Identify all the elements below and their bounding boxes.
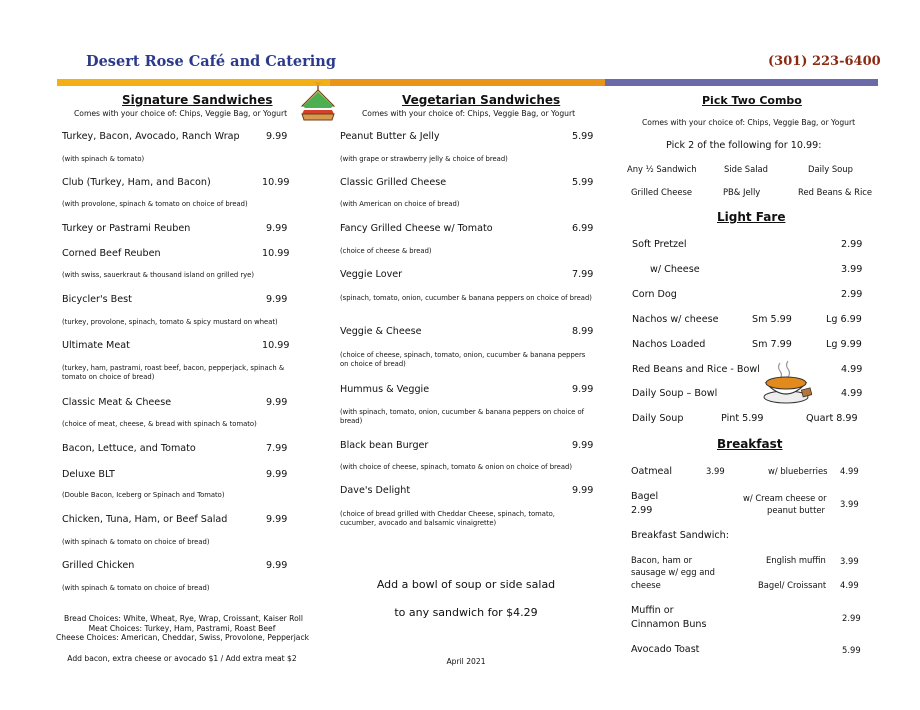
menu-item-name: Daily Soup – Bowl bbox=[632, 388, 718, 399]
menu-item-price: 2.99 bbox=[631, 505, 653, 516]
menu-item-price: 8.99 bbox=[572, 326, 594, 337]
menu-item-desc: (with spinach & tomato on choice of bread) bbox=[62, 538, 210, 546]
signature-heading: Signature Sandwiches bbox=[122, 93, 273, 107]
menu-item-desc: (choice of meat, cheese, & bread with spinach & tomato) bbox=[62, 420, 257, 428]
menu-item-name: Hummus & Veggie bbox=[340, 384, 430, 395]
menu-item-price: 9.99 bbox=[266, 514, 288, 525]
menu-item-name: Soft Pretzel bbox=[632, 239, 687, 250]
menu-item-price: 7.99 bbox=[266, 443, 288, 454]
sandwich-icon bbox=[298, 80, 338, 124]
breakfast-sandwich-label: Breakfast Sandwich: bbox=[631, 530, 729, 541]
menu-item-price: 10.99 bbox=[262, 340, 290, 351]
menu-item-variant-price: 3.99 bbox=[840, 499, 859, 509]
menu-item-price: 10.99 bbox=[262, 177, 290, 188]
menu-item-name: Deluxe BLT bbox=[62, 469, 115, 480]
bread-choices: Bread Choices: White, Wheat, Rye, Wrap, Croissant, Kaiser Roll bbox=[64, 614, 303, 623]
menu-item-price-large: Lg 6.99 bbox=[826, 314, 862, 325]
menu-item-name: Grilled Chicken bbox=[62, 560, 135, 571]
menu-item-name: Daily Soup bbox=[632, 413, 684, 424]
menu-item-desc: (with provolone, spinach & tomato on choice of bread) bbox=[62, 200, 248, 208]
menu-item-name: Oatmeal bbox=[631, 466, 672, 477]
menu-item-price-small: Sm 5.99 bbox=[752, 314, 792, 325]
menu-item-name: Red Beans and Rice - Bowl bbox=[632, 364, 760, 375]
menu-item-name: Turkey or Pastrami Reuben bbox=[62, 223, 191, 234]
menu-item-desc: (turkey, provolone, spinach, tomato & spicy mustard on wheat) bbox=[62, 318, 278, 326]
menu-item-name: Turkey, Bacon, Avocado, Ranch Wrap bbox=[62, 131, 240, 142]
menu-item-variant: English muffin bbox=[766, 555, 826, 565]
menu-item-desc: Bacon, ham or bbox=[631, 555, 693, 565]
phone-number: (301) 223-6400 bbox=[768, 54, 881, 69]
menu-item-name: Bicycler's Best bbox=[62, 294, 132, 305]
combo-subtitle: Comes with your choice of: Chips, Veggie Bag, or Yogurt bbox=[642, 118, 856, 127]
menu-item-price: 9.99 bbox=[266, 294, 288, 305]
menu-item-price: 4.99 bbox=[841, 364, 863, 375]
menu-item-name: Classic Meat & Cheese bbox=[62, 397, 172, 408]
menu-item-desc: (with spinach & tomato on choice of bread) bbox=[62, 584, 210, 592]
menu-item-name: Veggie Lover bbox=[340, 269, 403, 280]
menu-item-desc: (with grape or strawberry jelly & choice of bread) bbox=[340, 155, 508, 163]
menu-item-variant: peanut butter bbox=[767, 505, 825, 515]
menu-item-price: 4.99 bbox=[841, 388, 863, 399]
menu-item-price-pint: Pint 5.99 bbox=[721, 413, 764, 424]
menu-item-price: 2.99 bbox=[842, 613, 861, 623]
menu-item-desc: (with American on choice of bread) bbox=[340, 200, 460, 208]
menu-item-name: Corn Dog bbox=[632, 289, 677, 300]
menu-item-price: 9.99 bbox=[266, 469, 288, 480]
menu-item-price: 3.99 bbox=[841, 264, 863, 275]
menu-item-name: Peanut Butter & Jelly bbox=[340, 131, 440, 142]
menu-item-name: Black bean Burger bbox=[340, 440, 429, 451]
header-bar-purple bbox=[605, 79, 878, 86]
menu-item-price-small: Sm 7.99 bbox=[752, 339, 792, 350]
menu-item-price-quart: Quart 8.99 bbox=[806, 413, 858, 424]
soup-salad-note: Add a bowl of soup or side salad bbox=[376, 578, 556, 591]
cafe-title: Desert Rose Café and Catering bbox=[86, 53, 336, 70]
menu-item-name: Classic Grilled Cheese bbox=[340, 177, 447, 188]
menu-item-price: 5.99 bbox=[572, 131, 594, 142]
menu-item-variant-price: 4.99 bbox=[840, 580, 859, 590]
menu-item-name: Club (Turkey, Ham, and Bacon) bbox=[62, 177, 211, 188]
menu-item-desc: sausage w/ egg and bbox=[631, 567, 715, 577]
menu-item-desc: (choice of cheese, spinach, tomato, onion, cucumber & banana peppers on choice of bread) bbox=[340, 351, 586, 368]
light-fare-heading: Light Fare bbox=[717, 210, 786, 224]
menu-item-price: 6.99 bbox=[572, 223, 594, 234]
addons-note: Add bacon, extra cheese or avocado $1 / Add extra meat $2 bbox=[67, 654, 297, 663]
menu-item-price: 9.99 bbox=[572, 440, 594, 451]
menu-item-name: Avocado Toast bbox=[631, 644, 700, 655]
menu-item-price: 9.99 bbox=[572, 485, 594, 496]
menu-item-desc: (with swiss, sauerkraut & thousand island on grilled rye) bbox=[62, 271, 255, 279]
combo-option: Daily Soup bbox=[808, 164, 853, 174]
menu-item-variant-price: 3.99 bbox=[840, 556, 859, 566]
combo-instruction: Pick 2 of the following for 10.99: bbox=[666, 140, 822, 151]
vegetarian-subtitle: Comes with your choice of: Chips, Veggie Bag, or Yogurt bbox=[362, 109, 576, 118]
menu-item-name: Veggie & Cheese bbox=[340, 326, 422, 337]
soup-bowl-icon bbox=[762, 359, 812, 405]
menu-item-name: Bacon, Lettuce, and Tomato bbox=[62, 443, 196, 454]
menu-item-name: Nachos w/ cheese bbox=[632, 314, 719, 325]
breakfast-heading: Breakfast bbox=[717, 437, 783, 451]
menu-item-price: 9.99 bbox=[266, 397, 288, 408]
menu-item-price: 5.99 bbox=[572, 177, 594, 188]
header-bar-yellow bbox=[57, 79, 330, 86]
menu-item-name: Muffin or bbox=[631, 605, 674, 616]
menu-item-desc: (with spinach, tomato, onion, cucumber & banana peppers on choice of bread) bbox=[340, 408, 585, 425]
combo-option: Side Salad bbox=[724, 164, 768, 174]
menu-item-variant-price: 4.99 bbox=[840, 466, 859, 476]
combo-heading: Pick Two Combo bbox=[702, 94, 802, 107]
menu-item-desc: (turkey, ham, pastrami, roast beef, bacon, pepperjack, spinach & tomato on choice of bread) bbox=[62, 364, 285, 381]
menu-item-name: Ultimate Meat bbox=[62, 340, 130, 351]
menu-item-price: 2.99 bbox=[841, 289, 863, 300]
soup-salad-price-note: to any sandwich for $4.29 bbox=[394, 606, 538, 619]
menu-item-desc: (spinach, tomato, onion, cucumber & banana peppers on choice of bread) bbox=[340, 294, 592, 302]
header-bar-orange bbox=[330, 79, 605, 86]
menu-item-price: 9.99 bbox=[572, 384, 594, 395]
menu-item-name: Fancy Grilled Cheese w/ Tomato bbox=[340, 223, 493, 234]
cheese-choices: Cheese Choices: American, Cheddar, Swiss, Provolone, Pepperjack bbox=[56, 633, 310, 642]
vegetarian-heading: Vegetarian Sandwiches bbox=[402, 93, 561, 107]
menu-item-variant: Bagel/ Croissant bbox=[758, 580, 827, 590]
menu-item-desc: cheese bbox=[631, 580, 661, 590]
menu-item-price: 2.99 bbox=[841, 239, 863, 250]
menu-item-price: 7.99 bbox=[572, 269, 594, 280]
menu-item-price: 3.99 bbox=[706, 466, 725, 476]
menu-item-price: 10.99 bbox=[262, 248, 290, 259]
menu-item-name: Dave's Delight bbox=[340, 485, 411, 496]
menu-item-price: 9.99 bbox=[266, 560, 288, 571]
menu-item-price: 9.99 bbox=[266, 223, 288, 234]
menu-item-variant: w/ Cream cheese or bbox=[743, 493, 827, 503]
menu-item-desc: (with choice of cheese, spinach, tomato & onion on choice of bread) bbox=[340, 463, 572, 471]
combo-option: Any ½ Sandwich bbox=[627, 164, 697, 174]
menu-item-name: Chicken, Tuna, Ham, or Beef Salad bbox=[62, 514, 228, 525]
combo-option: PB& Jelly bbox=[723, 187, 761, 197]
menu-item-name: Bagel bbox=[631, 491, 659, 502]
menu-item-desc: (Double Bacon, Iceberg or Spinach and Tomato) bbox=[62, 491, 225, 499]
combo-option: Red Beans & Rice bbox=[798, 187, 873, 197]
menu-item-desc: (choice of cheese & bread) bbox=[340, 247, 432, 255]
menu-item-price: 9.99 bbox=[266, 131, 288, 142]
menu-item-name: w/ Cheese bbox=[650, 264, 700, 275]
signature-subtitle: Comes with your choice of: Chips, Veggie Bag, or Yogurt bbox=[74, 109, 288, 118]
menu-item-name: Corned Beef Reuben bbox=[62, 248, 161, 259]
menu-date: April 2021 bbox=[446, 657, 486, 666]
menu-item-desc: (with spinach & tomato) bbox=[62, 155, 145, 163]
menu-item-desc: (choice of bread grilled with Cheddar Cheese, spinach, tomato, cucumber, avocado and balsamic vinaigrette) bbox=[340, 510, 555, 527]
menu-item-price-large: Lg 9.99 bbox=[826, 339, 862, 350]
menu-item-name: Cinnamon Buns bbox=[631, 619, 707, 630]
menu-item-name: Nachos Loaded bbox=[632, 339, 706, 350]
menu-item-price: 5.99 bbox=[842, 645, 861, 655]
combo-option: Grilled Cheese bbox=[631, 187, 693, 197]
menu-item-variant: w/ blueberries bbox=[768, 466, 828, 476]
meat-choices: Meat Choices: Turkey, Ham, Pastrami, Roast Beef bbox=[88, 624, 276, 633]
